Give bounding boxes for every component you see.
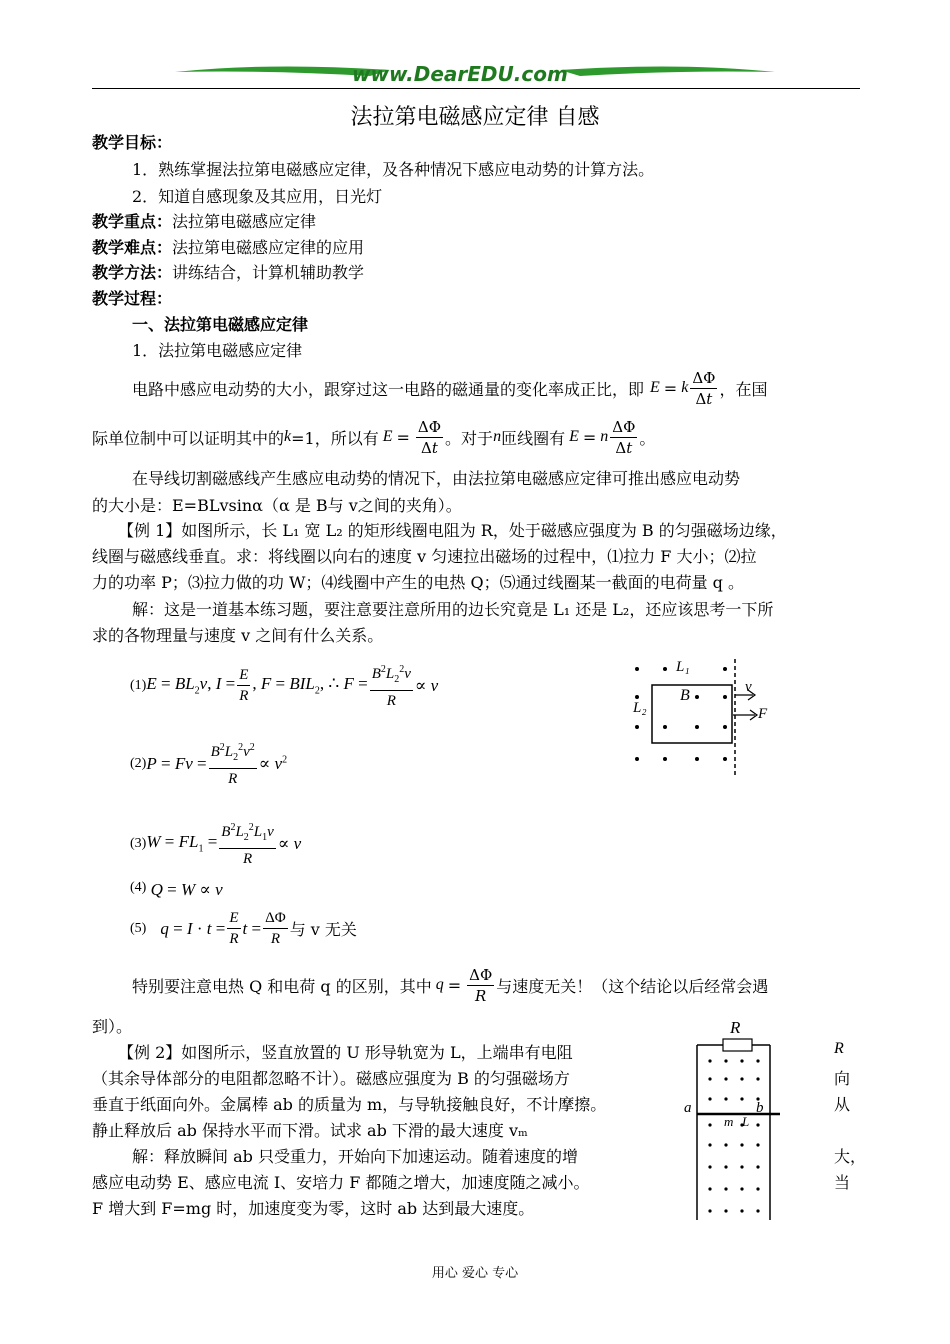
page-title: 法拉第电磁感应定律 自感 — [350, 105, 600, 130]
label-a: a — [684, 1100, 692, 1116]
example1-line: 解：这是一道基本练习题，要注意要注意所用的边长究竟是 L₁ 还是 L₂，还应该思考一下所 — [132, 600, 774, 619]
note-text: 特别要注意电热 Q 和电荷 q 的区别，其中 — [132, 976, 432, 996]
key-point-text: 法拉第电磁感应定律 — [172, 212, 317, 231]
label-b: B — [680, 687, 690, 704]
label-m: m — [724, 1114, 734, 1129]
paragraph-line: 际单位制中可以证明其中的 k =1，所以有 E = $\frac{\Delta\Phi}{\Delta t}$ 。对于 n 匝线圈有 E = n $\frac{\Delta\Phi}{\Delta t}$ 。 — [92, 417, 656, 457]
example2-right-word: 大， — [834, 1147, 867, 1166]
example2-line: 【例 2】如图所示，竖直放置的 U 形导轨宽为 L，上端串有电阻 — [118, 1043, 573, 1062]
formula-1: (1) $E = BL_2v$, I = $\frac{E}{R}$ , $F = BIL_2$, ∴ F = $\frac{B^2L_2^2v}{R}$ ∝ v — [130, 660, 438, 711]
site-logo-text: www.DearEDU.com — [352, 62, 568, 86]
paragraph-text: k — [284, 428, 292, 445]
fraction-dphi-dt: $\frac{\Delta\Phi}{\Delta t}$ — [612, 417, 636, 457]
label-b: b — [756, 1100, 764, 1116]
difficulty-row — [92, 235, 364, 258]
label-l2: L₂ — [633, 700, 647, 716]
resistor — [723, 1039, 752, 1051]
paragraph-text: ，在国 — [719, 379, 768, 399]
magnetic-field-dots — [635, 667, 727, 761]
example2-right-word: 从 — [834, 1095, 851, 1114]
example2-line: F 增大到 F=mg 时，加速度变为零，这时 ab 达到最大速度。 — [92, 1199, 535, 1218]
objective-item: 2．知道自感现象及其应用，日光灯 — [132, 187, 383, 206]
figure-2-u-rail — [680, 1015, 790, 1225]
difficulty-text: 法拉第电磁感应定律的应用 — [172, 238, 365, 257]
paragraph-line: 电路中感应电动势的大小，跟穿过这一电路的磁通量的变化率成正比，即 E = k $\frac{\Delta\Phi}{\Delta t}$ ，在国 — [132, 368, 768, 408]
formula-tag: (1) — [130, 677, 147, 693]
paragraph-text: 电路中感应电动势的大小，跟穿过这一电路的磁通量的变化率成正比，即 — [132, 379, 645, 399]
formula-5-suffix: 与 v 无关 — [289, 920, 357, 939]
example2-right-word: R — [834, 1040, 844, 1057]
paragraph-text: 际单位制中可以证明其中的 — [92, 428, 285, 448]
label-f: F — [758, 706, 768, 722]
label-l: L — [742, 1114, 750, 1129]
example1-line: 线圈与磁感线垂直。求：将线圈以向右的速度 v 匀速拉出磁场的过程中，⑴拉力 F 大小；⑵拉 — [92, 547, 757, 566]
rectangular-coil — [652, 685, 732, 743]
page-footer: 用心 爱心 专心 — [431, 1266, 519, 1281]
example2-line: 感应电动势 E、感应电流 I、安培力 F 都随之增大，加速度随之减小。 — [92, 1173, 590, 1192]
example2-line: 解：释放瞬间 ab 只受重力，开始向下加速运动。随着速度的增 — [132, 1147, 578, 1166]
section-subheading: 1．法拉第电磁感应定律 — [132, 341, 303, 360]
paragraph-text: 匝线圈有 — [501, 428, 566, 448]
label-v: v — [745, 679, 752, 695]
paragraph-text: =1，所以有 — [291, 428, 379, 448]
paragraph-line: 的大小是：E=BLvsinα（α 是 B与 v之间的夹角）。 — [92, 496, 462, 515]
formula-tag: (2) — [130, 755, 147, 771]
key-point-label: 教学重点： — [92, 212, 173, 231]
method-row — [92, 260, 364, 283]
figure-1-coil-in-field — [625, 655, 775, 780]
example2-line: 垂直于纸面向外。金属棒 ab 的质量为 m，与导轨接触良好，不计摩擦。 — [92, 1095, 607, 1114]
note-line: 到）。 — [92, 1017, 133, 1036]
formula-tag: (4) — [130, 880, 147, 895]
key-point-row — [92, 209, 316, 232]
process-label: 教学过程： — [92, 289, 173, 308]
example1-line: 【例 1】如图所示，长 L₁ 宽 L₂ 的矩形线圈电阻为 R，处于磁感应强度为 B 的匀强磁场边缘， — [118, 521, 787, 540]
objective-item: 1．熟练掌握法拉第电磁感应定律，及各种情况下感应电动势的计算方法。 — [132, 160, 655, 179]
note-text: 与速度无关！（这个结论以后经常会遇 — [496, 976, 769, 996]
paragraph-text: 。 — [639, 428, 656, 448]
magnetic-field-dots — [708, 1059, 759, 1212]
label-l1: L₁ — [676, 659, 690, 675]
formula-3: (3) $W = FL_1$ = $\frac{B^2L_2^2L_1v}{R}$ ∝ v — [130, 818, 301, 869]
paragraph-text: n — [493, 428, 502, 445]
method-label: 教学方法： — [92, 263, 173, 282]
formula-tag: (3) — [130, 835, 147, 851]
header-rule — [92, 88, 860, 89]
formula-tag: (5) — [130, 920, 147, 936]
note-line: 特别要注意电热 Q 和电荷 q 的区别，其中 q = $\frac{\Delta\Phi}{R}$ 与速度无关！（这个结论以后经常会遇 — [132, 965, 769, 1005]
fraction-dphi-dt: $\frac{\Delta\Phi}{\Delta t}$ — [692, 368, 716, 408]
formula-2: (2) P = Fv = $\frac{B^2L_2^2v^2}{R}$ ∝ $v^2$ — [130, 738, 287, 789]
objectives-label: 教学目标： — [92, 133, 173, 152]
example2-line: （其余导体部分的电阻都忽略不计）。磁感应强度为 B 的匀强磁场方 — [92, 1069, 570, 1088]
example2-right-word: 向 — [834, 1069, 851, 1088]
example1-line: 力的功率 P；⑶拉力做的功 W；⑷线圈中产生的电热 Q；⑸通过线圈某一截面的电荷量 q 。 — [92, 573, 745, 592]
section-heading: 一、法拉第电磁感应定律 — [132, 315, 309, 334]
example1-line: 求的各物理量与速度 v 之间有什么关系。 — [92, 626, 384, 645]
example2-right-word: 当 — [834, 1173, 851, 1192]
formula-4: $^{(4)}$ Q = W ∝ v — [130, 880, 223, 899]
example2-line: 静止释放后 ab 保持水平而下滑。试求 ab 下滑的最大速度 vₘ — [92, 1121, 528, 1140]
fraction-dphi-dt: $\frac{\Delta\Phi}{\Delta t}$ — [417, 417, 442, 457]
label-r: R — [730, 1018, 741, 1037]
formula-5: (5) q = I · t = $\frac{E}{R}$ t = $\frac{\Delta\Phi}{R}$ 与 v 无关 — [130, 910, 357, 947]
paragraph-text: 。对于 — [445, 428, 494, 448]
paragraph-line: 在导线切割磁感线产生感应电动势的情况下，由法拉第电磁感应定律可推出感应电动势 — [132, 469, 741, 488]
method-text: 讲练结合，计算机辅助教学 — [172, 263, 365, 282]
difficulty-label: 教学难点： — [92, 238, 173, 257]
